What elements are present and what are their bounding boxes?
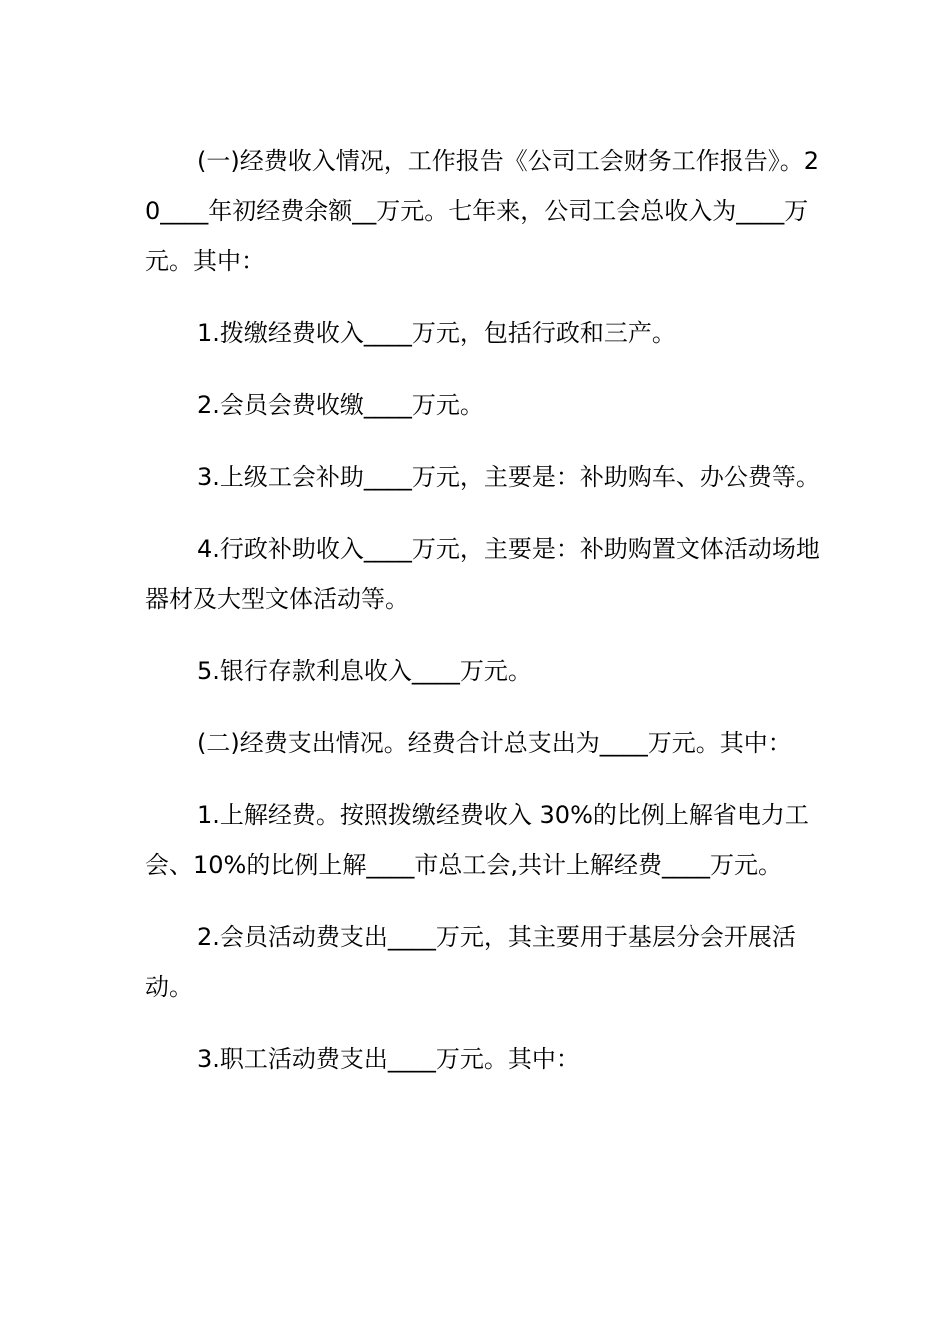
paragraph-expense-item-2: 2.会员活动费支出____万元，其主要用于基层分会开展活动。 — [145, 923, 796, 1001]
paragraph-income-item-5: 5.银行存款利息收入____万元。 — [197, 657, 532, 685]
paragraph-income-item-2: 2.会员会费收缴____万元。 — [197, 391, 484, 419]
paragraph-expense-item-3: 3.职工活动费支出____万元。其中： — [197, 1045, 580, 1073]
paragraph-expense-overview: (二)经费支出情况。经费合计总支出为____万元。其中： — [197, 729, 792, 757]
paragraph-income-item-4: 4.行政补助收入____万元，主要是：补助购置文体活动场地器材及大型文体活动等。 — [145, 535, 820, 613]
paragraph-income-item-1: 1.拨缴经费收入____万元，包括行政和三产。 — [197, 319, 676, 347]
paragraph-income-item-3: 3.上级工会补助____万元，主要是：补助购车、办公费等。 — [197, 463, 820, 491]
paragraph-expense-item-1: 1.上解经费。按照拨缴经费收入 30%的比例上解省电力工会、10%的比例上解____市总工会,共计上解经费____万元。 — [145, 801, 809, 879]
paragraph-income-overview: (一)经费收入情况，工作报告《公司工会财务工作报告》。20____年初经费余额__万元。七年来，公司工会总收入为____万元。其中： — [145, 147, 819, 275]
document-body — [145, 136, 825, 1106]
